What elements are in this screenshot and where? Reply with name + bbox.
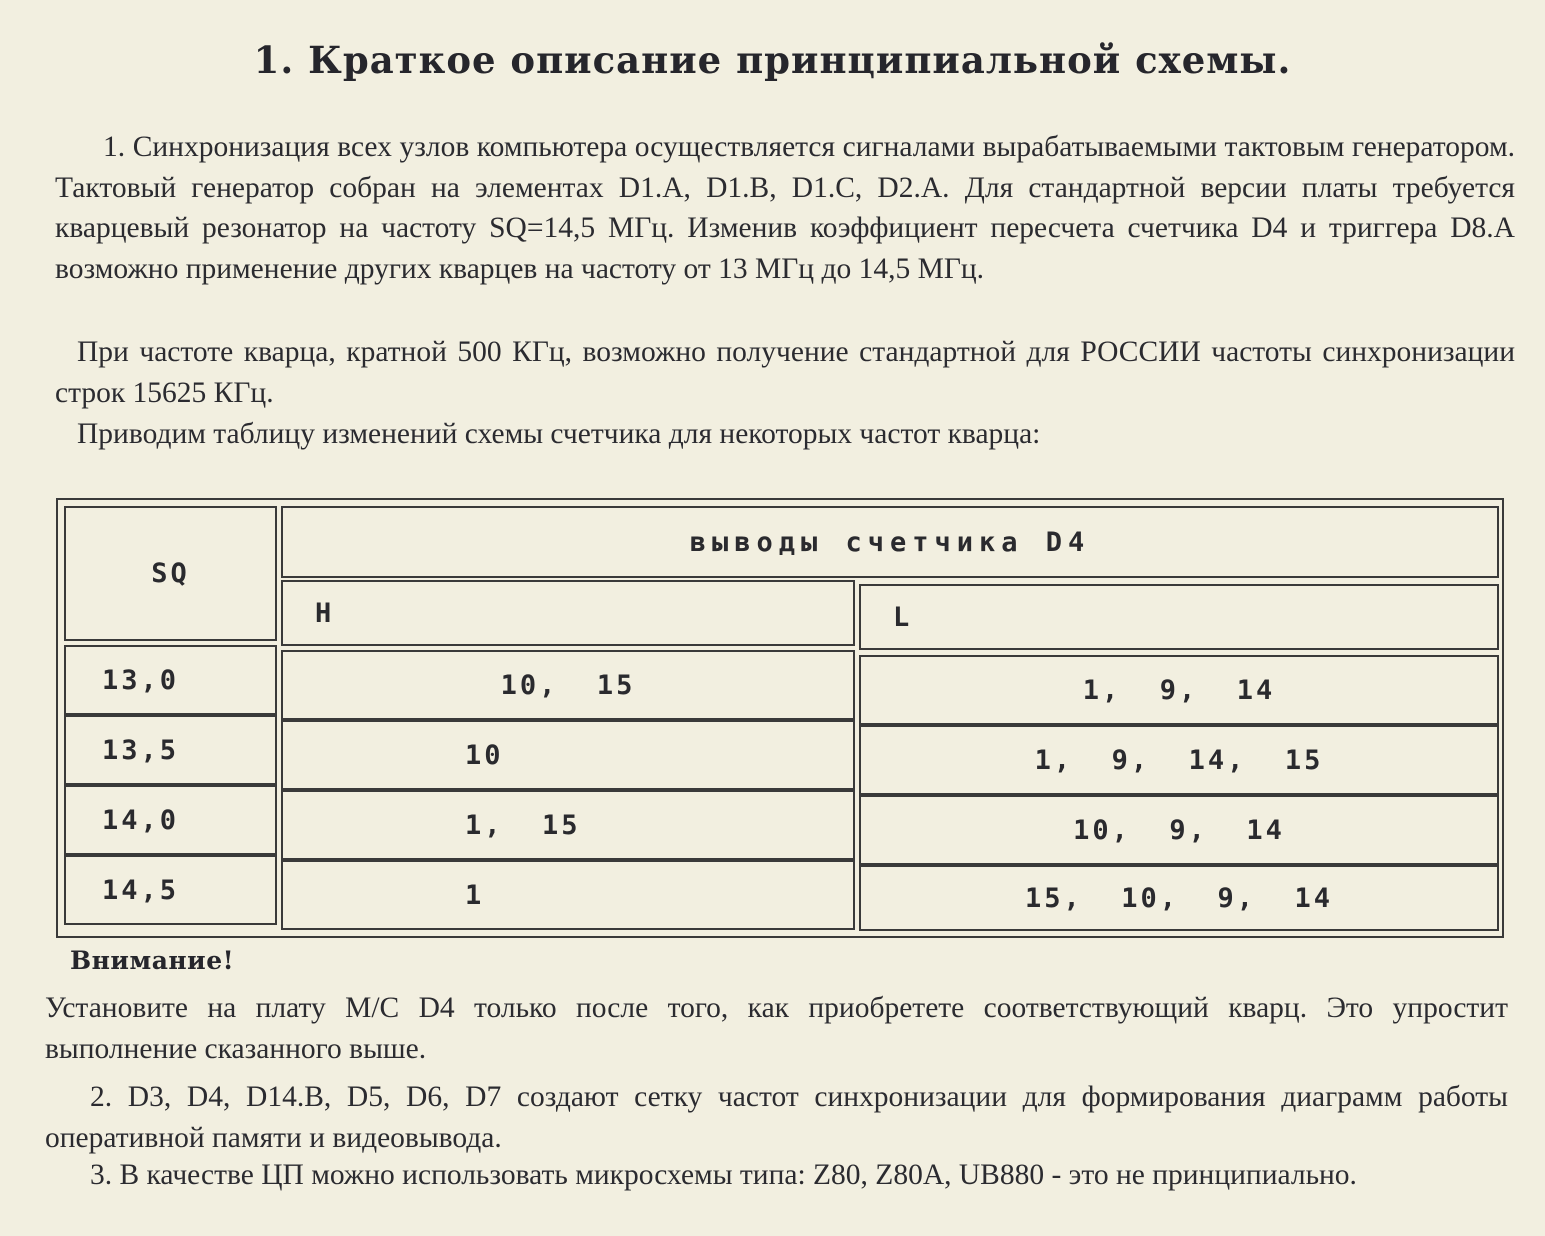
page-title: 1. Краткое описание принципиальной схемы. xyxy=(253,38,1292,82)
paragraph-sync: 1. Синхронизация всех узлов компьютера осуществляется сигналами вырабатываемыми тактовым генератором. Тактовый генератор собран на элементах D1.A, D1.B, D1.C, D2.A. Для стандартной версии платы требуется кварцевый резонатор на частоту SQ=14,5 МГц. Изменив коэффициент пересчета счетчика D4 и триггера D8.A возможно применение других кварцев на частоту от 13 МГц до 14,5 МГц. xyxy=(55,131,1515,285)
table-row-sq: 14,0 xyxy=(64,785,277,855)
table-row-l: 15, 10, 9, 14 xyxy=(859,865,1499,931)
table-row-l: 10, 9, 14 xyxy=(859,795,1499,865)
header-l: L xyxy=(859,584,1499,650)
table-row-l: 1, 9, 14 xyxy=(859,655,1499,725)
paragraph-frequency-grid: 2. D3, D4, D14.B, D5, D6, D7 создают сетку частот синхронизации для формирования диаграмм работы оперативной памяти и видеовывода. xyxy=(45,1081,1508,1154)
table-row-l: 1, 9, 14, 15 xyxy=(859,725,1499,795)
table-row-sq: 14,5 xyxy=(64,855,277,925)
table-row-h: 10 xyxy=(281,720,855,790)
table-row-h: 1 xyxy=(281,860,855,930)
header-h: H xyxy=(281,580,855,646)
paragraph-quartz-frequency: При частоте кварца, кратной 500 КГц, возможно получение стандартной для РОССИИ частоты синхронизации строк 15625 КГц. xyxy=(55,336,1515,409)
paragraph-cpu: 3. В качестве ЦП можно использовать микросхемы типа: Z80, Z80A, UB880 - это не принципиально. xyxy=(90,1159,1357,1191)
table-row-sq: 13,0 xyxy=(64,645,277,715)
warning-title: Внимание! xyxy=(70,946,235,975)
table-row-h: 1, 15 xyxy=(281,790,855,860)
paragraph-table-intro: Приводим таблицу изменений схемы счетчика для некоторых частот кварца: xyxy=(77,418,1041,450)
table-row-sq: 13,5 xyxy=(64,715,277,785)
header-counter-outputs: выводы счетчика D4 xyxy=(281,506,1499,578)
table-row-h: 10, 15 xyxy=(281,650,855,720)
paragraph-warning: Установите на плату М/С D4 только после того, как приобретете соответствующий кварц. Это упростит выполнение сказанного выше. xyxy=(45,992,1508,1065)
header-sq: SQ xyxy=(64,506,277,641)
